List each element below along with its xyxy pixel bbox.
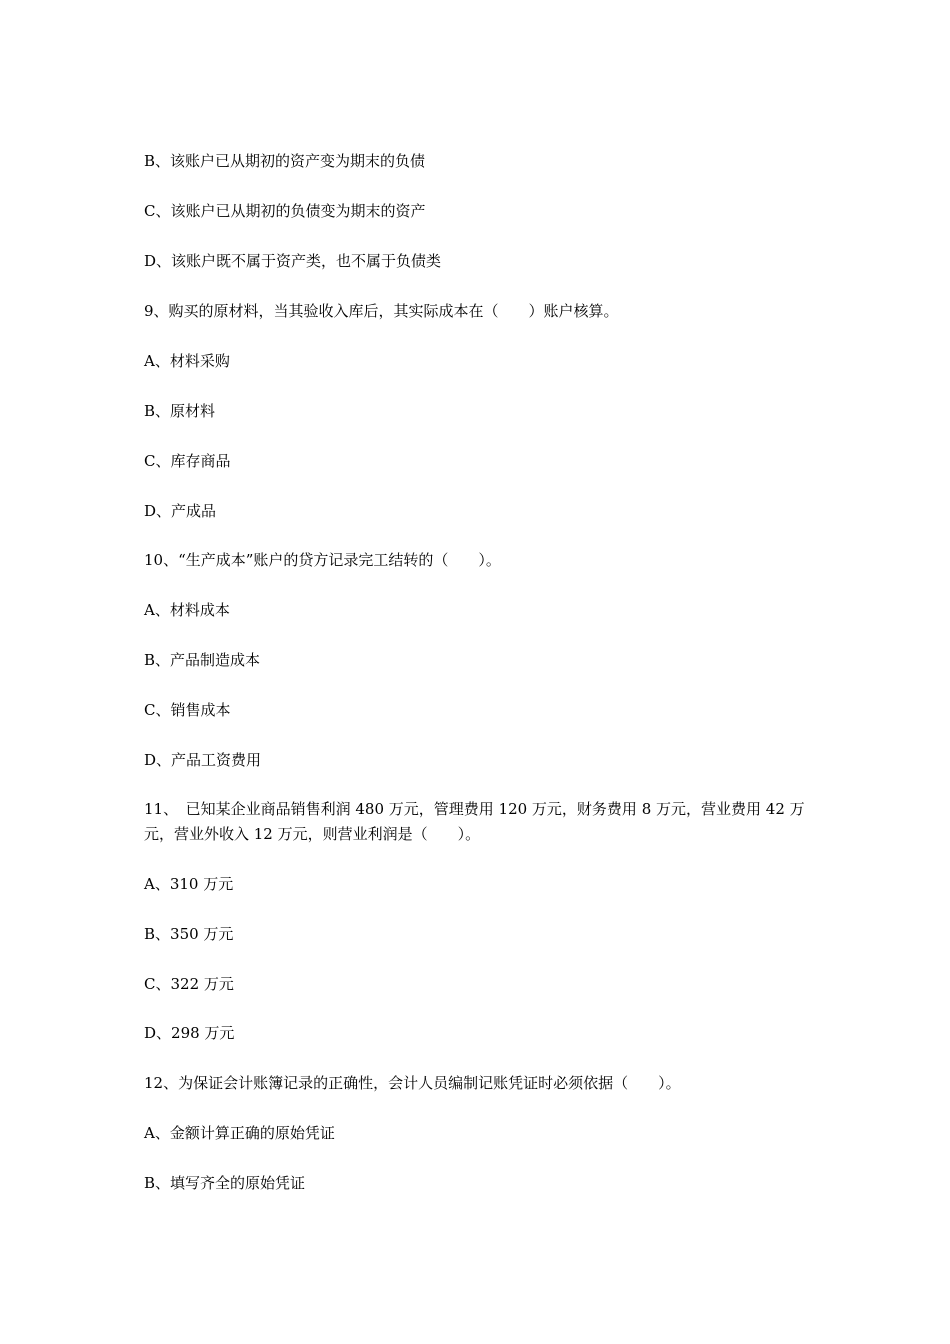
option-a-q10: A、材料成本 <box>144 601 230 619</box>
option-a-q11: A、310 万元 <box>144 875 234 893</box>
option-b-q9: B、原材料 <box>144 402 216 420</box>
option-c-q9: C、库存商品 <box>144 452 231 470</box>
question-10: 10、“生产成本”账户的贷方记录完工结转的（ ）。 <box>144 551 501 569</box>
option-a-q9: A、材料采购 <box>144 352 230 370</box>
question-9: 9、购买的原材料，当其验收入库后，其实际成本在（ ）账户核算。 <box>144 302 619 320</box>
option-b-q10: B、产品制造成本 <box>144 651 261 669</box>
option-b-q8: B、该账户已从期初的资产变为期末的负债 <box>144 152 426 170</box>
question-12: 12、为保证会计账簿记录的正确性，会计人员编制记账凭证时必须依据（ ）。 <box>144 1074 681 1092</box>
option-c-q11: C、322 万元 <box>144 975 234 993</box>
option-b-q11: B、350 万元 <box>144 925 234 943</box>
option-b-q12: B、填写齐全的原始凭证 <box>144 1174 306 1192</box>
option-a-q12: A、金额计算正确的原始凭证 <box>144 1124 335 1142</box>
option-d-q8: D、该账户既不属于资产类，也不属于负债类 <box>144 252 442 270</box>
option-c-q8: C、该账户已从期初的负债变为期末的资产 <box>144 202 426 220</box>
option-d-q9: D、产成品 <box>144 502 217 520</box>
option-d-q10: D、产品工资费用 <box>144 751 262 769</box>
question-11: 11、 已知某企业商品销售利润 480 万元，管理费用 120 万元，财务费用 8 万元，营业费用 42 万元，营业外收入 12 万元，则营业利润是（ ）。 <box>144 800 805 843</box>
option-d-q11: D、298 万元 <box>144 1024 235 1042</box>
option-c-q10: C、销售成本 <box>144 701 231 719</box>
